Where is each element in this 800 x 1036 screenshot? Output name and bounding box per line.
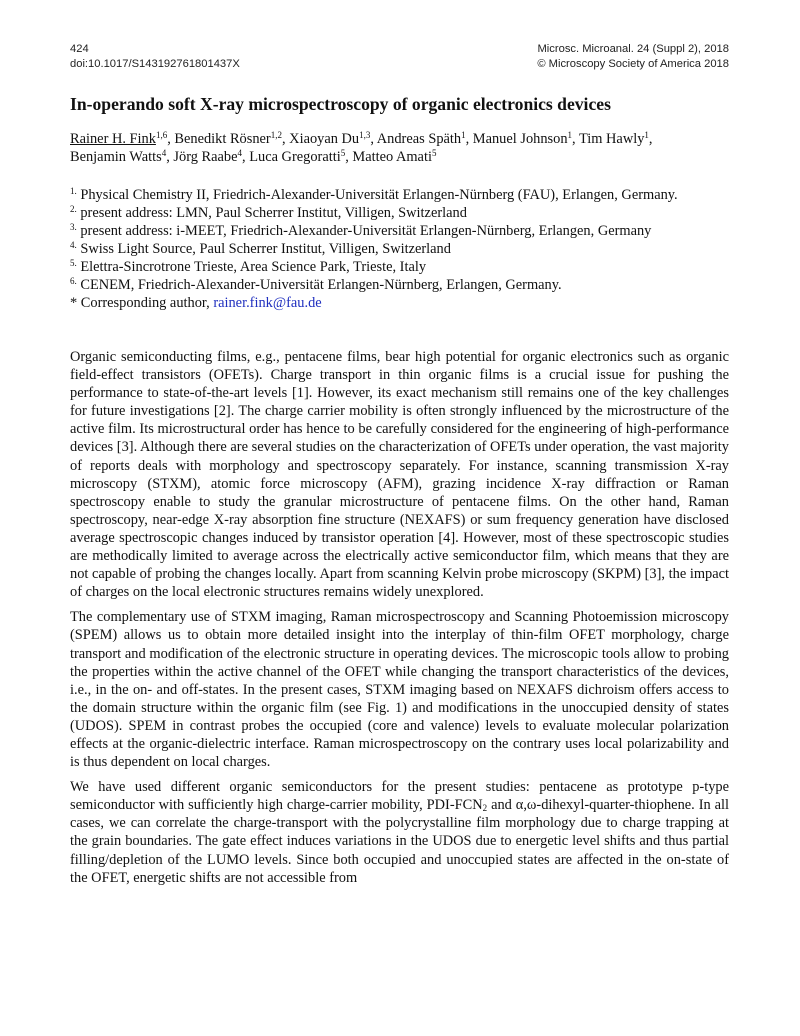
author: Andreas Späth$^1$ [376,130,466,147]
author: Matteo Amati$^5$ [352,148,437,165]
corresponding-author: * Corresponding author, rainer.fink@fau.de [70,295,322,311]
doi: doi:10.1017/S143192761801437X [70,58,240,70]
author: Xiaoyan Du$^{1,3}$ [289,130,371,147]
affiliation: $^{5.}$ Elettra-Sincrotrone Trieste, Area Science Park, Trieste, Italy [70,258,427,275]
author: Jörg Raabe$^4$ [173,148,242,165]
affiliations [70,186,730,312]
author: Manuel Johnson$^1$ [472,130,573,147]
author: Luca Gregoratti$^5$ [249,148,346,165]
paper-title: In-operando soft X-ray microspectroscopy of organic electronics devices [70,94,611,114]
email-link[interactable]: rainer.fink@fau.de [213,295,322,311]
affiliation: $^{6.}$ CENEM, Friedrich-Alexander-Universität Erlangen-Nürnberg, Erlangen, Germany. [70,276,562,293]
copyright: © Microscopy Society of America 2018 [537,58,729,70]
header-left [70,42,240,72]
author: Benjamin Watts$^4$ [70,148,167,165]
author: Rainer H. Fink$^{1,6}$ [70,130,168,147]
paragraph: Organic semiconducting films, e.g., pentacene films, bear high potential for organic electronics such as organic field-effect transistors (OFETs). Charge transport in thin organic films is a crucial issue for pushing the performance to state-of-the-art levels [1]. However, its exact mechanism still remains one of the key challenges for future investigations [2]. The charge carrier mobility is often strongly influenced by the microstructure of the active film. Its microstructural order has hence to be carefully considered for the engineering of high-performance devices [3]. Although there are several studies on the characterization of OFETs under operation, the vast majority of reports deals with morphology and spectroscopy separately. For instance, scanning transmission X-ray microscopy (STXM), atomic force microscopy (AFM), grazing incidence X-ray diffraction or Raman spectroscopy enable to study the granular microstructure of pentacene films. On the other hand, Raman spectroscopy, near-edge X-ray absorption fine structure (NEXAFS) or sum frequency generation have disclosed average spectroscopic changes induced by transistor operation [4]. However, most of these spectroscopic studies are methodically limited to average across the electrically active semiconductor film, which means that they are not capable of probing the changes locally. Apart from scanning Kelvin probe microscopy (SKPM) [3], the impact of charges on the local electronic structures remains widely unexplored. [70,349,729,601]
affiliation: $^{3.}$ present address: i-MEET, Friedrich-Alexander-Universität Erlangen-Nürnberg, Erlangen, Germany [70,222,652,239]
paragraph: We have used different organic semiconductors for the present studies: pentacene as prototype p-type semiconductor with sufficiently high charge-carrier mobility, PDI-$FCN_2$ and α,ω-dihexyl-quarter-thiophene. In all cases, we can correlate the charge-transport with the polycrystalline film morphology due to charge trapping at the grain boundaries. The gate effect induces variations in the UDOS due to energetic level shifts and thus partial filling/depletion of the LUMO levels. Since both occupied and unoccupied states are affected in the on-state of the OFET, energetic shifts are not accessible from [70,779,730,886]
author-list: Rainer H. Fink$^{1,6}$, Benedikt Rösner$^{1,2}$, Xiaoyan Du$^{1,3}$, Andreas Späth$^1$, Manuel Johnson$^1$, Tim Hawly$^1$, Benjamin Watts$^4$, Jörg Raabe$^4$, Luca Gregoratti$^5$, Matteo Amati$^5$ [70,130,653,165]
author: Benedikt Rösner$^{1,2}$ [174,130,282,147]
author: Tim Hawly$^1$ [578,130,649,147]
paragraph: The complementary use of STXM imaging, Raman microspectroscopy and Scanning Photoemission microscopy (SPEM) allows us to obtain more detailed insight into the interplay of thin-film OFET morphology, charge transport and modification of the electronic structure in operating devices. The microscopic tools allow to probing the properties within the active channel of the OFET while changing the transport characteristics of the devices, i.e., in the on- and off-states. In the present cases, STXM imaging based on NEXAFS dichroism offers access to the domain structure within the organic film (see Fig. 1) and modifications in the unoccupied density of states (UDOS). SPEM in contrast probes the occupied (core and valence) levels to evaluate molecular polarization effects at the organic-dielectric interface. Raman microspectroscopy on the contrary uses local polarizability and is thus dependent on local charges. [70,609,729,771]
body-text [70,348,729,894]
affiliation: $^{1.}$ Physical Chemistry II, Friedrich-Alexander-Universität Erlangen-Nürnberg (FAU), Erlangen, Germany. [70,186,678,203]
affiliation: $^{2.}$ present address: LMN, Paul Scherrer Institut, Villigen, Switzerland [70,204,467,221]
page-number: 424 [70,43,89,55]
header-right [537,42,729,72]
affiliation: $^{4.}$ Swiss Light Source, Paul Scherrer Institut, Villigen, Switzerland [70,240,451,257]
journal-citation: Microsc. Microanal. 24 (Suppl 2), 2018 [537,43,729,55]
